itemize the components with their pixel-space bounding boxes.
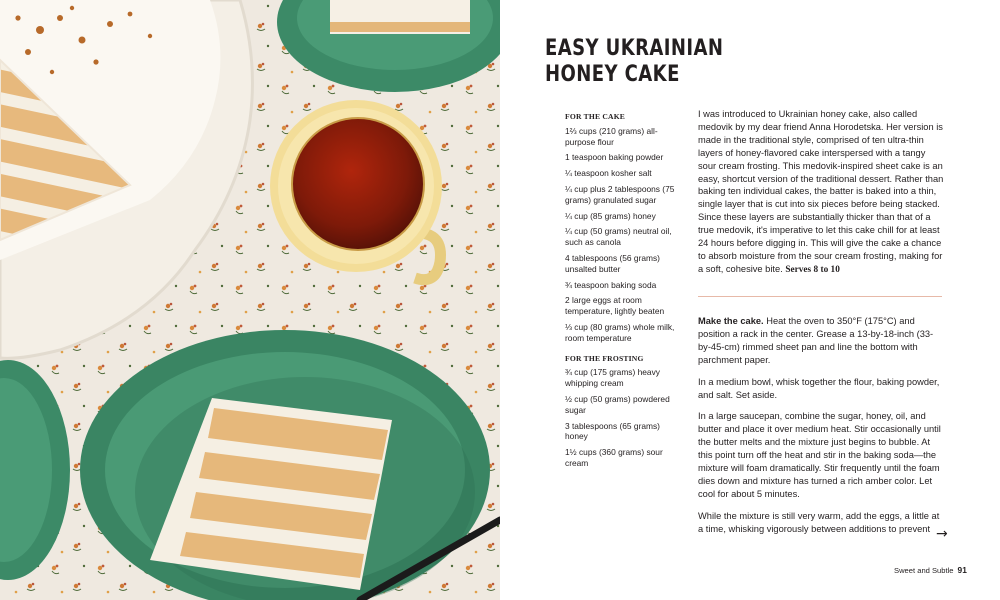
method-step: In a medium bowl, whisk together the flour, baking powder, and salt. Set aside. [698,376,940,400]
recipe-page [500,0,1000,600]
cake-heading: FOR THE CAKE [565,112,626,121]
ingredient-item: 1 teaspoon baking powder [565,152,664,163]
page-footer [894,565,967,576]
method-step: In a large saucepan, combine the sugar, honey, oil, and butter and place it over medium heat. Stir occasionally until the butter melts and the mixture just begins to bubble. At this point turn off the heat and stir in the baking soda—the mixture will foam dramatically. Stir frequently until the foam dies down and mixture has turned a rich amber color. Let cool for about 5 minutes. [698,411,941,499]
method-step [698,315,946,367]
ingredient-item: 2 large eggs at room temperature, lightly beaten [565,295,665,317]
section-name: Sweet and Subtle [894,566,954,575]
ingredient-item: ¾ cup (175 grams) heavy whipping cream [565,367,660,389]
recipe-title [545,36,723,88]
ingredient-item: ¼ cup (85 grams) honey [565,210,656,221]
ingredient-item: ¼ cup plus 2 tablespoons (75 grams) granulated sugar [565,183,675,205]
arrow-right-icon[interactable]: → [936,526,948,542]
ingredient-item: ¼ cup (50 grams) neutral oil, such as canola [565,226,672,248]
ingredient-item: 1½ cups (360 grams) sour cream [565,447,663,468]
title-line-1: EASY UKRAINIAN [545,36,724,61]
ingredient-list [565,112,677,474]
ingredient-item: ½ cup (50 grams) powdered sugar [565,393,670,415]
ingredient-item: 3 tablespoons (65 grams) honey [565,420,660,442]
ingredient-item: 4 tablespoons (56 grams) unsalted butter [565,252,660,274]
step-heading: Make the cake. [698,316,764,326]
frosting-heading: FOR THE FROSTING [565,353,644,363]
ingredient-item: ⅓ cup (80 grams) whole milk, room temperature [565,321,675,343]
step-text: Heat the oven to 350°F (175°C) and position a rack in the center. Grease a 13-by-18-inch (33-by-45-cm) rimmed sheet pan and line the bottom with parchment paper. [698,316,934,365]
title-line-2: HONEY CAKE [545,62,680,87]
ingredient-item: 1⅔ cups (210 grams) all-purpose flour [565,125,658,147]
serves-label: Serves 8 to 10 [785,264,840,275]
page-number: 91 [957,565,967,575]
intro-text: I was introduced to Ukrainian honey cake, also called medovik by my dear friend Anna Horodetska. Her version is made in the traditional style, comprised of ten ultra-thin layers of honey-flavored cake interspersed with a tangy sour cream frosting. This medovik-inspired sheet cake is an easy, shortcut version of the traditional dessert. Rather than baking ten individual cakes, the batter is baked into a thin, single layer that is cut into six pieces before being stacked. Since these layers are substantially thicker than that of a true medovik, it's imperative to let this cake chill for at least 24 hours before digging in. This will give the cake a chance to absorb moisture from the sour cream frosting, making for a soft, cohesive bite. [698,109,944,274]
section-divider [698,296,942,297]
method-step: While the mixture is still very warm, add the eggs, a little at a time, whisking vigorously between additions to prevent [698,510,940,534]
recipe-intro [698,108,946,277]
ingredient-item: ¾ teaspoon baking soda [565,279,657,290]
method-steps [698,315,946,545]
ingredient-item: ¼ teaspoon kosher salt [565,168,652,179]
